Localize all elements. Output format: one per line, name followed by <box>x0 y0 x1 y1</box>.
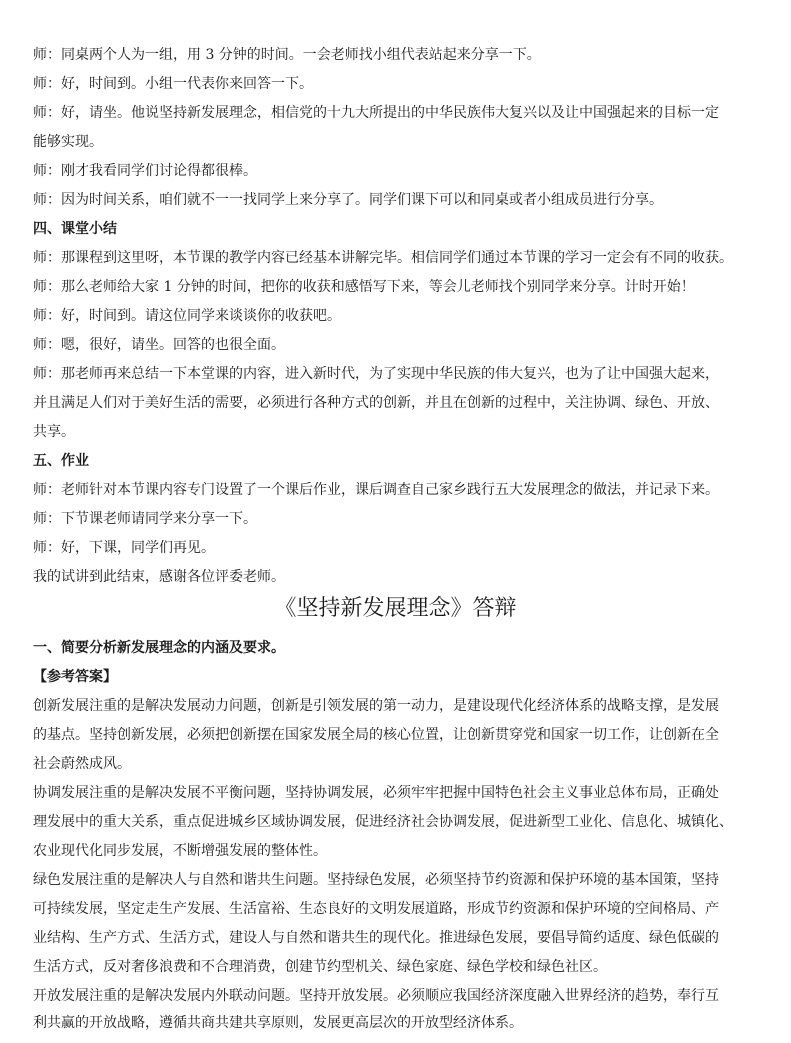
dialogue-line-3a: 师：好，请坐。他说坚持新发展理念，相信党的十九大所提出的中华民族伟大复兴以及让中国强起来的目标一定 <box>33 105 719 121</box>
green-line-c: 业结构、生产方式、生活方式，建设人与自然和谐共生的现代化。推进绿色发展，要倡导简约适度、绿色低碳的 <box>33 930 719 946</box>
summary-line-5a: 师：那老师再来总结一下本堂课的内容，进入新时代，为了实现中华民族的伟大复兴，也为了让中国强大起来， <box>33 366 719 382</box>
summary-line-2: 师：那么老师给大家 1 分钟的时间，把你的收获和感悟写下来，等会儿老师找个别同学来分享。计时开始！ <box>33 279 695 295</box>
dialogue-line-3b: 能够实现。 <box>33 134 103 150</box>
dialogue-line-4: 师：刚才我看同学们讨论得都很棒。 <box>33 163 257 179</box>
green-line-b: 可持续发展，坚定走生产发展、生活富裕、生态良好的文明发展道路，形成节约资源和保护环境的空间格局、产 <box>33 901 719 917</box>
innovation-line-a: 创新发展注重的是解决发展动力问题，创新是引领发展的第一动力，是建设现代化经济体系的战略支撑，是发展 <box>33 698 719 714</box>
innovation-line-c: 社会蔚然成风。 <box>33 756 131 772</box>
homework-line-2: 师：下节课老师请同学来分享一下。 <box>33 511 257 527</box>
coordination-line-c: 农业现代化同步发展，不断增强发展的整体性。 <box>33 843 327 859</box>
summary-line-3: 师：好，时间到。请这位同学来谈谈你的收获吧。 <box>33 308 341 324</box>
open-line-a: 开放发展注重的是解决发展内外联动问题。坚持开放发展。必须顺应我国经济深度融入世界经济的趋势，奉行互 <box>33 988 719 1004</box>
coordination-line-a: 协调发展注重的是解决发展不平衡问题，坚持协调发展，必须牢牢把握中国特色社会主义事业总体布局，正确处 <box>33 785 719 801</box>
green-line-d: 生活方式，反对奢侈浪费和不合理消费，创建节约型机关、绿色家庭、绿色学校和绿色社区。 <box>33 959 607 975</box>
dialogue-line-2: 师：好，时间到。小组一代表你来回答一下。 <box>33 76 313 92</box>
section-heading-homework: 五、作业 <box>33 453 89 469</box>
homework-line-4: 我的试讲到此结束，感谢各位评委老师。 <box>33 569 285 585</box>
homework-line-3: 师：好，下课，同学们再见。 <box>33 540 215 556</box>
dialogue-line-5: 师：因为时间关系，咱们就不一一找同学上来分享了。同学们课下可以和同桌或者小组成员进行分享。 <box>33 192 663 208</box>
defense-title: 《坚持新发展理念》答辩 <box>274 596 517 621</box>
summary-line-1: 师：那课程到这里呀，本节课的教学内容已经基本讲解完毕。相信同学们通过本节课的学习一定会有不同的收获。 <box>33 250 733 266</box>
section-heading-summary: 四、课堂小结 <box>33 221 117 237</box>
reference-answer-label: 【参考答案】 <box>33 669 117 685</box>
summary-line-5b: 并且满足人们对于美好生活的需要，必须进行各种方式的创新，并且在创新的过程中，关注协调、绿色、开放、 <box>33 395 719 411</box>
homework-line-1: 师：老师针对本节课内容专门设置了一个课后作业，课后调查自己家乡践行五大发展理念的做法，并记录下来。 <box>33 482 719 498</box>
defense-question-1: 一、简要分析新发展理念的内涵及要求。 <box>33 640 285 656</box>
green-line-a: 绿色发展注重的是解决人与自然和谐共生问题。坚持绿色发展，必须坚持节约资源和保护环境的基本国策，坚持 <box>33 872 719 888</box>
summary-line-5c: 共享。 <box>33 424 75 440</box>
dialogue-line-1: 师：同桌两个人为一组，用 3 分钟的时间。一会老师找小组代表站起来分享一下。 <box>33 47 541 63</box>
summary-line-4: 师：嗯，很好，请坐。回答的也很全面。 <box>33 337 285 353</box>
innovation-line-b: 的基点。坚持创新发展，必须把创新摆在国家发展全局的核心位置，让创新贯穿党和国家一切工作，让创新在全 <box>33 727 719 743</box>
open-line-b: 利共赢的开放战略，遵循共商共建共享原则，发展更高层次的开放型经济体系。 <box>33 1015 523 1031</box>
coordination-line-b: 理发展中的重大关系，重点促进城乡区域协调发展，促进经济社会协调发展，促进新型工业化、信息化、城镇化、 <box>33 814 733 830</box>
